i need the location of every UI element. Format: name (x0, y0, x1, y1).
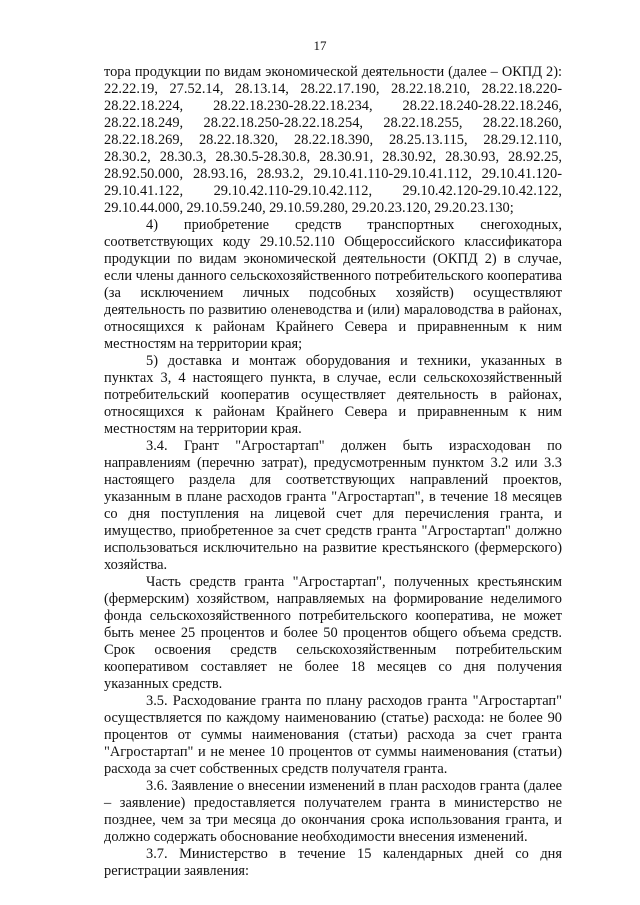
paragraph-item-4: 4) приобретение средств транспортных снегоходных, соответствующих коду 29.10.52.110 Общероссийского классификатора продукции по видам экономической деятельности (ОКПД 2) в случае, если члены данного сельскохозяйственного потребительского кооператива (за исключением личных подсобных хозяйств) осуществляют деятельность по развитию оленеводства и (или) мараловодства в районах, относящихся к районам Крайнего Севера и приравненным к ним местностям на территории края; (104, 217, 562, 352)
paragraph-3-6: 3.6. Заявление о внесении изменений в план расходов гранта (далее – заявление) предоставляется получателем гранта в министерство не позднее, чем за три месяца до окончания срока использования гранта, и должно содержать обоснование необходимости внесения изменений. (104, 778, 562, 845)
page-number: 17 (313, 38, 327, 53)
paragraph-grant-share: Часть средств гранта "Агростартап", полученных крестьянским (фермерским) хозяйством, направляемых на формирование неделимого фонда сельскохозяйственного потребительского кооператива, не может быть менее 25 процентов и более 50 процентов общего объема средств. Срок освоения средств сельскохозяйственным потребительским кооперативом составляет не более 18 месяцев со дня получения указанных средств. (104, 574, 562, 692)
paragraph-okpd-codes: тора продукции по видам экономической деятельности (далее – ОКПД 2): 22.22.19, 27.52.14, 28.13.14, 28.22.17.190, 28.22.18.210, 28.22.18.220-28.22.18.224, 28.22.18.230-28.22.18.234, 28.22.18.240-28.22.18.246, 28.22.18.249, 28.22.18.250-28.22.18.254, 28.22.18.255, 28.22.18.260, 28.22.18.269, 28.22.18.320, 28.22.18.390, 28.25.13.115, 28.29.12.110, 28.30.2, 28.30.3, 28.30.5-28.30.8, 28.30.91, 28.30.92, 28.30.93, 28.92.25, 28.92.50.000, 28.93.16, 28.93.2, 29.10.41.110-29.10.41.112, 29.10.41.120-29.10.41.122, 29.10.42.110-29.10.42.112, 29.10.42.120-29.10.42.122, 29.10.44.000, 29.10.59.240, 29.10.59.280, 29.20.23.120, 29.20.23.130; (104, 64, 562, 216)
paragraph-3-4: 3.4. Грант "Агростартап" должен быть израсходован по направлениям (перечню затрат), предусмотренным пунктом 3.2 или 3.3 настоящего раздела для соответствующих направлений проектов, указанным в плане расходов гранта "Агростартап", в течение 18 месяцев со дня поступления на лицевой счет для перечисления гранта, и имущество, приобретенное за счет средств гранта "Агростартап" должно использоваться исключительно на развитие крестьянского (фермерского) хозяйства. (104, 438, 562, 573)
paragraph-3-7: 3.7. Министерство в течение 15 календарных дней со дня регистрации заявления: (104, 846, 562, 879)
paragraph-3-5: 3.5. Расходование гранта по плану расходов гранта "Агростартап" осуществляется по каждому наименованию (статье) расхода: не более 90 процентов от суммы наименования (статьи) расхода за счет гранта "Агростартап" и не менее 10 процентов от суммы наименования (статьи) расхода за счет собственных средств получателя гранта. (104, 693, 562, 777)
document-body (104, 64, 562, 880)
paragraph-item-5: 5) доставка и монтаж оборудования и техники, указанных в пунктах 3, 4 настоящего пункта, в случае, если сельскохозяйственный потребительский кооператив осуществляет деятельность в районах, относящихся к районам Крайнего Севера и приравненным к ним местностям на территории края. (104, 353, 562, 437)
